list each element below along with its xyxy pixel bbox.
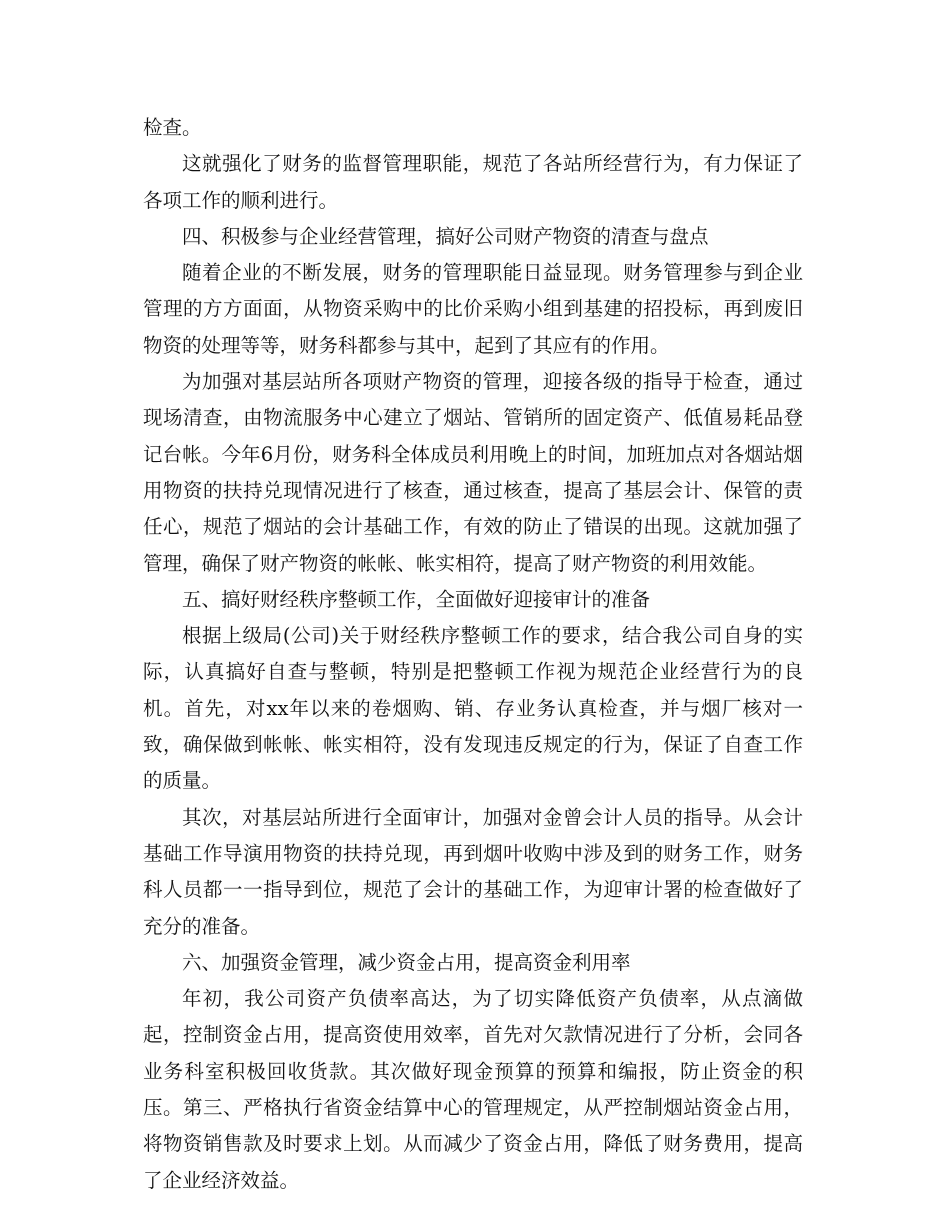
paragraph-asset-inventory: 为加强对基层站所各项财产物资的管理，迎接各级的指导于检查，通过现场清查，由物流服务中心建立了烟站、管销所的固定资产、低值易耗品登记台帐。今年6月份，财务科全体成员利用晚上的时间，加班加点对各烟站烟用物资的扶持兑现情况进行了核查，通过核查，提高了基层会计、保管的责任心，规范了烟站的会计基础工作，有效的防止了错误的出现。这就加强了管理，确保了财产物资的帐帐、帐实相符，提高了财产物资的利用效能。: [143, 370, 803, 575]
paragraph-supervision-summary: 这就强化了财务的监督管理职能，规范了各站所经营行为，有力保证了各项工作的顺利进行。: [143, 152, 803, 212]
section-heading-five: 五、搞好财经秩序整顿工作，全面做好迎接审计的准备: [182, 587, 651, 611]
paragraph-continuation: 检查。: [143, 116, 202, 139]
document-body: [143, 110, 803, 1199]
section-heading-four: 四、积极参与企业经营管理，搞好公司财产物资的清查与盘点: [182, 224, 709, 248]
paragraph-audit-guidance: 其次，对基层站所进行全面审计，加强对金曾会计人员的指导。从会计基础工作导演用物资的扶持兑现，再到烟叶收购中涉及到的财务工作，财务科人员都一一指导到位，规范了会计的基础工作，为迎审计署的检查做好了充分的准备。: [143, 805, 803, 938]
section-heading-six: 六、加强资金管理，减少资金占用，提高资金利用率: [182, 950, 631, 974]
paragraph-self-inspection: 根据上级局(公司)关于财经秩序整顿工作的要求，结合我公司自身的实际，认真搞好自查与整顿，特别是把整顿工作视为规范企业经营行为的良机。首先，对xx年以来的卷烟购、销、存业务认真检查，并与烟厂核对一致，确保做到帐帐、帐实相符，没有发现违反规定的行为，保证了自查工作的质量。: [143, 624, 803, 793]
paragraph-enterprise-management: 随着企业的不断发展，财务的管理职能日益显现。财务管理参与到企业管理的方方面面，从物资采购中的比价采购小组到基建的招投标，再到废旧物资的处理等等，财务科都参与其中，起到了其应有的作用。: [143, 261, 803, 357]
paragraph-fund-management: 年初，我公司资产负债率高达，为了切实降低资产负债率，从点滴做起，控制资金占用，提高资使用效率，首先对欠款情况进行了分析，会同各业务科室积极回收货款。其次做好现金预算的预算和编报，防止资金的积压。第三、严格执行省资金结算中心的管理规定，从严控制烟站资金占用，将物资销售款及时要求上划。从而减少了资金占用，降低了财务费用，提高了企业经济效益。: [143, 987, 803, 1192]
